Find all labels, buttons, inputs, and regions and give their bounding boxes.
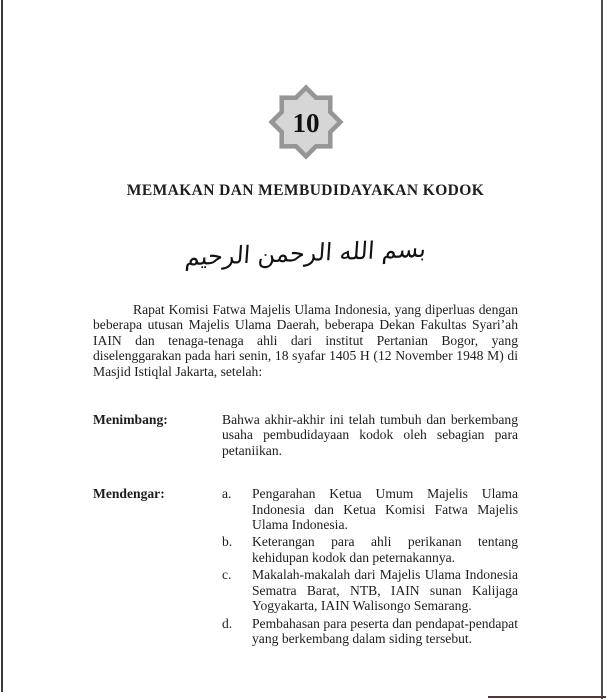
section-list xyxy=(222,486,518,648)
list-marker: c. xyxy=(222,567,232,583)
page-title: MEMAKAN DAN MEMBUDIDAYAKAN KODOK xyxy=(126,182,485,199)
chapter-number: 10 xyxy=(291,107,320,138)
eight-point-star-icon xyxy=(268,84,344,160)
list-text: Makalah-makalah dari Majelis Ulama Indonesia Sematra Barat, NTB, IAIN sunan Kalijaga Yogyakarta, IAIN Walisongo Semarang. xyxy=(252,567,518,614)
list-text: Keterangan para ahli perikanan tentang kehidupan kodok dan peternakannya. xyxy=(252,534,518,565)
bismillah-calligraphy: بسم الله الرحمن الرحيم xyxy=(184,234,428,272)
list-marker: a. xyxy=(222,486,232,502)
section-mendengar xyxy=(93,486,518,648)
scan-border-right xyxy=(601,0,603,699)
page-content xyxy=(93,0,518,648)
list-item xyxy=(222,567,518,613)
list-marker: b. xyxy=(222,534,233,550)
list-text: Pengarahan Ketua Umum Majelis Ulama Indonesia dan Ketua Komisi Fatwa Majelis Ulama Indonesia. xyxy=(252,486,518,533)
chapter-number-badge xyxy=(93,84,518,158)
list-item xyxy=(222,616,518,647)
list-item xyxy=(222,486,518,532)
list-text: Pembahasan para peserta dan pendapat-pendapat yang berkembang dalam siding tersebut. xyxy=(252,615,518,646)
list-item xyxy=(222,534,518,565)
list-marker: d. xyxy=(222,615,233,631)
scan-border-bottom xyxy=(488,696,606,698)
section-menimbang xyxy=(93,412,518,458)
opening-paragraph: Rapat Komisi Fatwa Majelis Ulama Indonesia, yang diperluas dengan beberapa utusan Majelis Ulama Daerah, beberapa Dekan Fakultas Syari’ah IAIN dan tenaga-tenaga ahli dari institut Pertanian Bogor, yang diselenggarakan pada hari senin, 18 syafar 1405 H (12 November 1948 M) di Masjid Istiqlal Jakarta, setelah: xyxy=(93,302,518,379)
section-text: Bahwa akhir-akhir ini telah tumbuh dan berkembang usaha pembudidayaan kodok oleh sebagian para petaniikan. xyxy=(222,412,518,458)
section-label: Mendengar: xyxy=(93,486,165,502)
section-label: Menimbang: xyxy=(93,412,168,428)
scan-border-left xyxy=(1,0,3,692)
